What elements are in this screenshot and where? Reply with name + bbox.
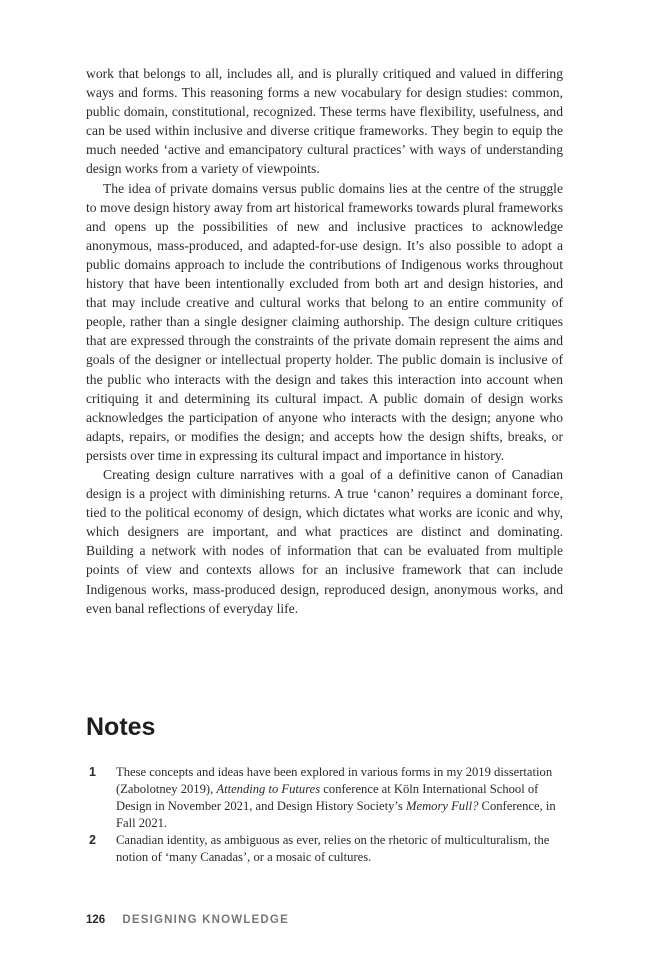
running-title: DESIGNING KNOWLEDGE xyxy=(122,914,289,926)
note-text xyxy=(116,764,563,832)
note-text-segment: Conference, in Fall 2021. xyxy=(116,799,556,830)
page-footer xyxy=(86,914,289,926)
note-text xyxy=(116,832,563,866)
notes-list xyxy=(86,764,563,866)
note-item xyxy=(86,832,563,866)
paragraph-3: Creating design culture narratives with a goal of a definitive canon of Canadian design is a project with diminishing returns. A true ‘canon’ requires a dominant force, tied to the political economy of design, which dictates what works are iconic and why, which designers are important, and what practices are distinct and dominating. Building a network with nodes of information that can be evaluated from multiple points of view and contexts allows for an inclusive framework that can include Indigenous works, mass-produced design, reproduced design, anonymous works, and even banal reflections of everyday life. xyxy=(86,466,563,616)
note-italic-title: Memory Full? xyxy=(405,799,479,813)
page-number: 126 xyxy=(86,914,106,926)
note-number: 2 xyxy=(89,833,96,847)
paragraph-2: The idea of private domains versus public domains lies at the centre of the struggle to move design history away from art historical frameworks towards plural frameworks and opens up the possibilities of new and inclusive practices to acknowledge anonymous, mass-produced, and adapted-for-use design. It’s also possible to adopt a public domains approach to include the contributions of Indigenous works throughout history that have been intentionally excluded from both art and design histories, and that may include creative and cultural works that belong to an entire community of people, rather than a single designer claiming authorship. The design culture critiques that are expressed through the constraints of the private domain represent the aims and goals of the designer or intellectual property holder. The public domain is inclusive of the public who interacts with the design and takes this interaction into account when critiquing it and determining its cultural impact. A public domain of design works acknowledges the participation of anyone who interacts with the design; anyone who adapts, repairs, or modifies the design; and accepts how the design shifts, breaks, or persists over time in expressing its cultural impact and importance in history. xyxy=(86,180,563,463)
paragraph-1: work that belongs to all, includes all, and is plurally critiqued and valued in differing ways and forms. This reasoning forms a new vocabulary for design studies: common, public domain, constitutional, recognized. These terms have flexibility, usefulness, and can be used within inclusive and diverse critique frameworks. They begin to equip the much needed ‘active and emancipatory cultural practices’ with ways of understanding design works from a variety of viewpoints. xyxy=(86,66,563,177)
note-text-segment: These concepts and ideas have been explored in various forms in my 2019 dissertation (Zabolotney 2019), xyxy=(116,765,553,796)
note-number: 1 xyxy=(89,765,96,779)
body-text xyxy=(86,64,563,618)
note-text-segment: Canadian identity, as ambiguous as ever, relies on the rhetoric of multiculturalism, the notion of ‘many Canadas’, or a mosaic of cultures. xyxy=(116,833,550,864)
note-text-segment: conference at Köln International School of Design in November 2021, and Design History Society’s xyxy=(116,782,539,813)
notes-heading: Notes xyxy=(86,713,156,741)
note-italic-title: Attending to Futures xyxy=(216,782,321,796)
note-item xyxy=(86,764,563,832)
